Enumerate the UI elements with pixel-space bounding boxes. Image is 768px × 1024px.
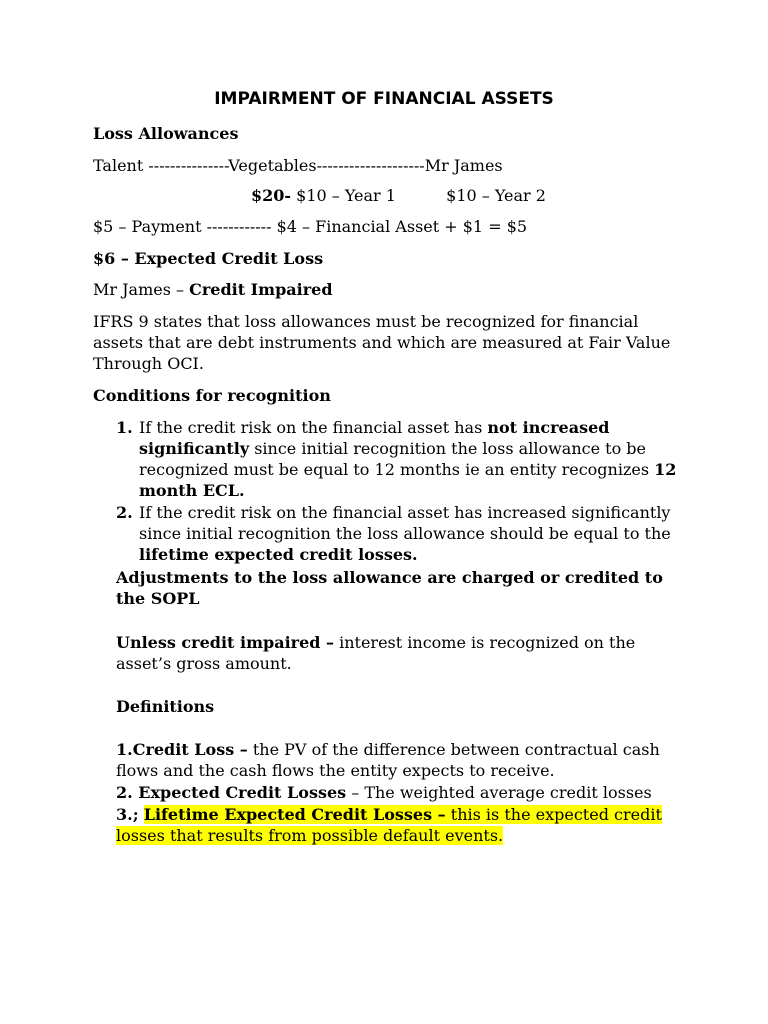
definition-3 [116,804,676,846]
condition-1-bold-b: 12 month ECL. [139,460,677,500]
definition-2 [116,782,676,803]
condition-2-number: 2. [116,503,133,522]
unless-credit-impaired [116,632,676,674]
definition-3-prefix: 3.; [116,805,139,824]
credit-impaired-text: Credit Impaired [189,280,333,299]
definition-3-highlight [116,805,662,845]
definition-2-term: 2. Expected Credit Losses [116,783,347,802]
conditions-heading: Conditions for recognition [93,386,331,405]
condition-2-bold-a: lifetime expected credit losses. [139,545,418,564]
unless-bold: Unless credit impaired – [116,633,335,652]
loss-allowances-heading: Loss Allowances [93,124,239,143]
definition-1 [116,739,676,781]
condition-1-bold-a: not increased significantly [139,418,610,458]
page-title: IMPAIRMENT OF FINANCIAL ASSETS [214,89,554,109]
definition-1-term: 1.Credit Loss – [116,740,248,759]
amount-line [251,185,546,206]
definition-2-text: – The weighted average credit losses [346,783,652,802]
definition-3-text: this is the expected credit losses that results from possible default events. [116,805,662,845]
condition-1-part-b: since initial recognition the loss allowance to be recognized must be equal to 12 months ie an entity recognizes [139,439,655,479]
definitions-heading: Definitions [116,697,215,716]
ifrs-paragraph: IFRS 9 states that loss allowances must be recognized for financial assets that are debt instruments and which are measured at Fair Value Through OCI. [93,312,671,373]
condition-2-part-a: If the credit risk on the financial asset has increased significantly since initial recognition the loss allowance should be equal to the [139,503,671,543]
amount-bold: $20- [251,186,292,205]
talent-line: Talent ---------------Vegetables--------------------Mr James [93,156,503,175]
adjustments-note: Adjustments to the loss allowance are charged or credited to the SOPL [116,568,663,608]
condition-1-text [139,417,679,501]
definition-1-text: the PV of the difference between contractual cash flows and the cash flows the entity expects to receive. [116,740,660,780]
amount-year2: $10 – Year 2 [446,186,546,205]
mr-james-line [93,279,333,300]
condition-2-text [139,502,679,565]
payment-line: $5 – Payment ------------ $4 – Financial Asset + $1 = $5 [93,217,528,236]
definition-3-term: Lifetime Expected Credit Losses – [143,805,446,824]
unless-text: interest income is recognized on the asset’s gross amount. [116,633,636,673]
amount-year1: $10 – Year 1 [296,186,396,205]
condition-1-number: 1. [116,418,133,437]
mr-james-text: Mr James – [93,280,190,299]
ecl-line: $6 – Expected Credit Loss [93,249,324,268]
condition-1-part-a: If the credit risk on the financial asset has [139,418,488,437]
